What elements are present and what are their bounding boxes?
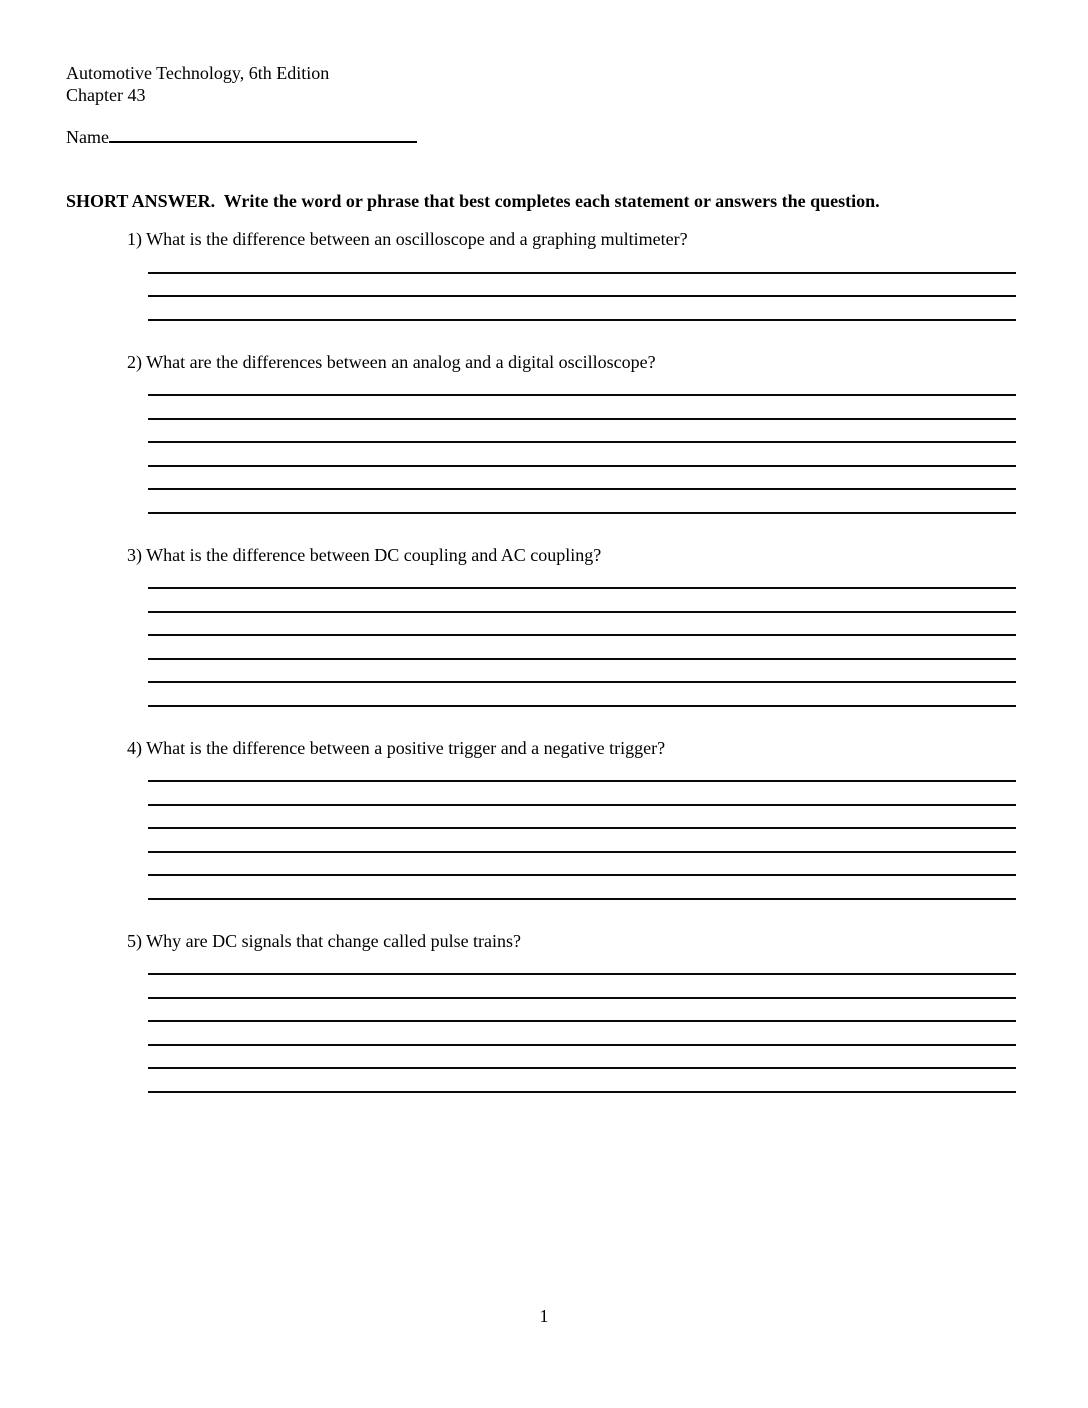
- question-text: 4) What is the difference between a positive trigger and a negative trigger?: [127, 737, 666, 758]
- answer-line: [148, 467, 1016, 491]
- answer-line: [148, 1022, 1016, 1046]
- question-text: 5) Why are DC signals that change called pulse trains?: [127, 930, 522, 951]
- name-row: [66, 124, 1016, 148]
- answer-line: [148, 806, 1016, 830]
- name-blank-line: [109, 124, 417, 143]
- question-text: 3) What is the difference between DC coupling and AC coupling?: [127, 544, 602, 565]
- answer-line: [148, 274, 1016, 298]
- answer-line: [148, 975, 1016, 999]
- answer-line: [148, 636, 1016, 660]
- answer-line: [148, 250, 1016, 274]
- answer-line: [148, 782, 1016, 806]
- name-label: Name: [66, 127, 109, 147]
- question-block: [66, 544, 1016, 707]
- question-block: [66, 228, 1016, 321]
- answer-line: [148, 420, 1016, 444]
- answer-lines: [148, 373, 1016, 514]
- answer-line: [148, 853, 1016, 877]
- answer-line: [148, 490, 1016, 514]
- answer-line: [148, 683, 1016, 707]
- answer-line: [148, 297, 1016, 321]
- answer-lines: [148, 952, 1016, 1093]
- answer-line: [148, 1069, 1016, 1093]
- answer-line: [148, 952, 1016, 976]
- answer-line: [148, 396, 1016, 420]
- answer-line: [148, 613, 1016, 637]
- answer-line: [148, 1046, 1016, 1070]
- answer-line: [148, 876, 1016, 900]
- answer-line: [148, 829, 1016, 853]
- document-header: [66, 62, 1016, 106]
- question-text: 2) What are the differences between an analog and a digital oscilloscope?: [127, 351, 656, 372]
- answer-line: [148, 589, 1016, 613]
- question-block: [66, 930, 1016, 1093]
- answer-lines: [148, 250, 1016, 321]
- chapter-title: Chapter 43: [66, 85, 146, 105]
- answer-line: [148, 566, 1016, 590]
- questions-list: [66, 228, 1016, 1093]
- book-title: Automotive Technology, 6th Edition: [66, 63, 330, 83]
- question-block: [66, 737, 1016, 900]
- section-heading: SHORT ANSWER. Write the word or phrase that best completes each statement or answers the question.: [66, 191, 880, 211]
- question-text: 1) What is the difference between an oscilloscope and a graphing multimeter?: [127, 229, 688, 249]
- answer-line: [148, 759, 1016, 783]
- answer-lines: [148, 566, 1016, 707]
- answer-line: [148, 443, 1016, 467]
- answer-line: [148, 373, 1016, 397]
- page-number: 1: [539, 1306, 549, 1326]
- answer-line: [148, 999, 1016, 1023]
- answer-line: [148, 660, 1016, 684]
- question-block: [66, 351, 1016, 514]
- answer-lines: [148, 759, 1016, 900]
